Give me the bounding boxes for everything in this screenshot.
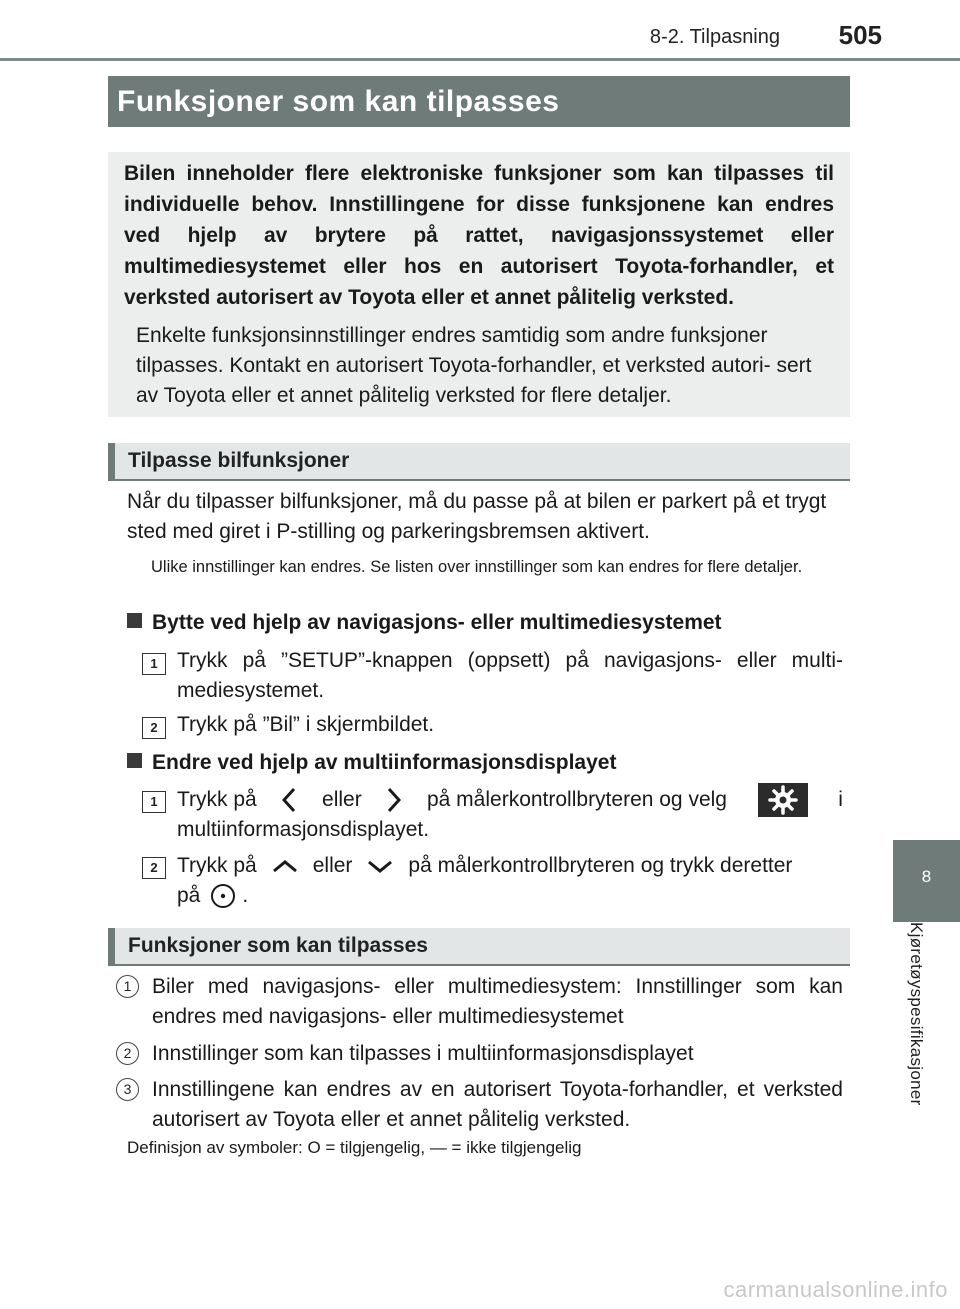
section1-note: Ulike innstillinger kan endres. Se listen over innstillinger som kan endres for flere detaljer.: [151, 558, 803, 576]
item-text: Innstillingene kan endres av en autorisert Toyota-forhandler, et verksted autorisert av Toyota eller et annet pålitelig verksted.: [152, 1078, 843, 1131]
chevron-down-icon: [366, 856, 394, 876]
section-heading-customize: Tilpasse bilfunksjoner: [108, 443, 850, 481]
intro-box: [108, 152, 850, 417]
step-text: Trykk på ”Bil” i skjermbildet.: [177, 713, 435, 736]
step-text-part: Trykk på: [177, 854, 257, 877]
step-text-part: eller: [312, 854, 353, 877]
step-text-part: .: [242, 884, 249, 907]
step-text-part: i: [838, 788, 843, 811]
bullet-heading-nav: [127, 609, 722, 637]
item-number: 2: [116, 1042, 139, 1065]
step-text-part: på målerkontrollbryteren og velg: [426, 788, 727, 811]
section1-paragraph: Når du tilpasser bilfunksjoner, må du passe på at bilen er parkert på et trygt sted med giret i P-stilling og parkeringsbremsen aktivert.: [127, 490, 827, 543]
step-text-mid-2: [177, 851, 843, 911]
bullet-heading-mid-text: Endre ved hjelp av multiinformasjonsdisplayet: [152, 751, 617, 774]
step-text-mid-1: [177, 785, 843, 845]
enter-button-icon: [210, 883, 236, 909]
settings-gear-icon: [758, 783, 808, 817]
step-badge: 2: [142, 717, 166, 739]
step-text: Trykk på ”SETUP”-knappen (oppsett) på navigasjons- eller multi- mediesystemet.: [177, 649, 843, 702]
square-bullet-icon: [127, 613, 142, 628]
intro-bold-text: Bilen inneholder flere elektroniske funksjoner som kan tilpasses til individuelle behov. Innstillingene for disse funksjonene kan endres ved hjelp av brytere på rattet, navigasjonssystemet eller multimediesystemet eller hos en autorisert Toyota-forhandler, et verksted autorisert av Toyota eller et annet pålitelig verksted.: [124, 162, 834, 309]
header-divider: [0, 58, 960, 61]
step-badge: 1: [142, 653, 166, 675]
watermark: carmanualsonline.info: [723, 1277, 948, 1302]
step-text-part: på: [177, 884, 201, 907]
step-text-part: Trykk på: [177, 788, 257, 811]
symbol-definition: Definisjon av symboler: O = tilgjengelig, — = ikke tilgjengelig: [127, 1138, 582, 1157]
chevron-right-icon: [384, 785, 404, 815]
chapter-tab-number: 8: [893, 840, 960, 922]
section-heading-functions: Funksjoner som kan tilpasses: [108, 928, 850, 966]
step-text-part: eller: [322, 788, 362, 811]
item-number: 1: [116, 975, 139, 998]
intro-note: Enkelte funksjonsinnstillinger endres samtidig som andre funksjoner tilpasses. Kontakt en autorisert Toyota-forhandler, et verksted autori- sert av Toyota eller et annet pålitelig verksted for flere detaljer.: [136, 324, 812, 407]
page-number: 505: [838, 20, 882, 50]
chevron-left-icon: [279, 785, 299, 815]
step-text-part: på målerkontrollbryteren og trykk deretter: [408, 854, 793, 877]
chevron-up-icon: [271, 856, 299, 876]
item-text: Innstillinger som kan tilpasses i multiinformasjonsdisplayet: [152, 1042, 694, 1065]
chapter-tab: [893, 922, 960, 1232]
chapter-tab-label: Kjøretøyspesifikasjoner: [907, 922, 926, 1106]
square-bullet-icon: [127, 753, 142, 768]
bullet-heading-mid: [127, 749, 616, 777]
bullet-heading-nav-text: Bytte ved hjelp av navigasjons- eller multimediesystemet: [152, 611, 722, 634]
section-label: 8-2. Tilpasning: [649, 26, 780, 48]
page-title: Funksjoner som kan tilpasses: [108, 76, 850, 127]
step-badge: 1: [142, 791, 166, 813]
item-number: 3: [116, 1078, 139, 1101]
item-text: Biler med navigasjons- eller multimediesystem: Innstillinger som kan endres med navigasjons- eller multimediesystemet: [152, 975, 843, 1028]
step-text-part: multiinformasjonsdisplayet.: [177, 818, 430, 841]
step-badge: 2: [142, 857, 166, 879]
